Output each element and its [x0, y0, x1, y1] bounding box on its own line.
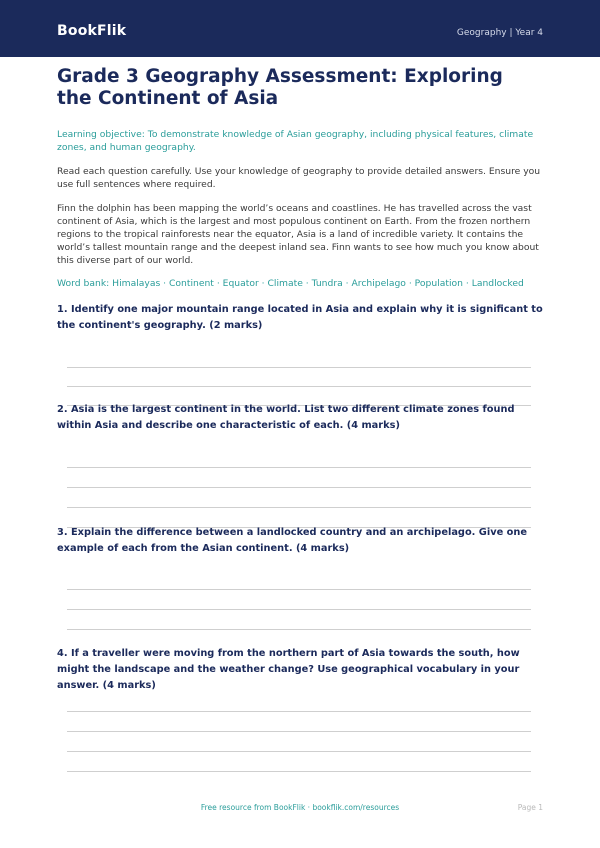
- instructions-text: Read each question carefully. Use your knowledge of geography to provide detailed answers. Ensure you use full sentences where required.: [57, 166, 541, 190]
- answer-line[interactable]: [67, 711, 531, 712]
- learning-objective: Learning objective: To demonstrate knowledge of Asian geography, including physical features, climate zones, and human geography.: [57, 129, 534, 153]
- question-2-text: 2. Asia is the largest continent in the world. List two different climate zones found within Asia and describe one characteristic of each. (4 marks): [57, 404, 515, 431]
- answer-line[interactable]: [67, 609, 531, 610]
- question-3: [57, 525, 543, 557]
- answer-line[interactable]: [67, 629, 531, 630]
- breadcrumb: Geography | Year 4: [456, 28, 543, 38]
- answer-line[interactable]: [67, 467, 531, 468]
- answer-line[interactable]: [67, 589, 531, 590]
- page-number: Page 1: [517, 803, 543, 812]
- intro-paragraph: Finn the dolphin has been mapping the world’s oceans and coastlines. He has travelled across the vast continent of Asia, which is the largest and most populous continent on Earth. From the frozen northern regions to the tropical rainforests near the equator, Asia is a land of incredible variety. It contains the world’s tallest mountain range and the deepest inland sea. Finn wants to see how much you know about this diverse part of our world.: [57, 203, 539, 266]
- word-bank: Word bank: Himalayas · Continent · Equator · Climate · Tundra · Archipelago · Population · Landlocked: [57, 278, 524, 289]
- footer-link[interactable]: Free resource from BookFlik · bookflik.com/resources: [200, 803, 400, 812]
- answer-line[interactable]: [67, 487, 531, 488]
- question-1: [57, 302, 543, 334]
- question-2: [57, 402, 543, 434]
- answer-line[interactable]: [67, 367, 531, 368]
- answer-line[interactable]: [67, 751, 531, 752]
- answer-line[interactable]: [67, 771, 531, 772]
- page-title: Grade 3 Geography Assessment: Exploring the Continent of Asia: [57, 66, 503, 109]
- brand-logo[interactable]: BookFlik: [57, 23, 127, 39]
- header-bar: [0, 0, 600, 57]
- intro-section: [57, 66, 543, 290]
- answer-line[interactable]: [67, 386, 531, 387]
- question-3-text: 3. Explain the difference between a landlocked country and an archipelago. Give one example of each from the Asian continent. (4 marks): [57, 527, 528, 554]
- question-4-text: 4. If a traveller were moving from the northern part of Asia towards the south, how might the landscape and the weather change? Use geographical vocabulary in your answer. (4 marks): [57, 648, 520, 691]
- answer-line[interactable]: [67, 507, 531, 508]
- answer-line[interactable]: [67, 731, 531, 732]
- question-1-text: 1. Identify one major mountain range located in Asia and explain why it is significant to the continent's geography. (2 marks): [57, 304, 543, 331]
- question-4: [57, 646, 543, 694]
